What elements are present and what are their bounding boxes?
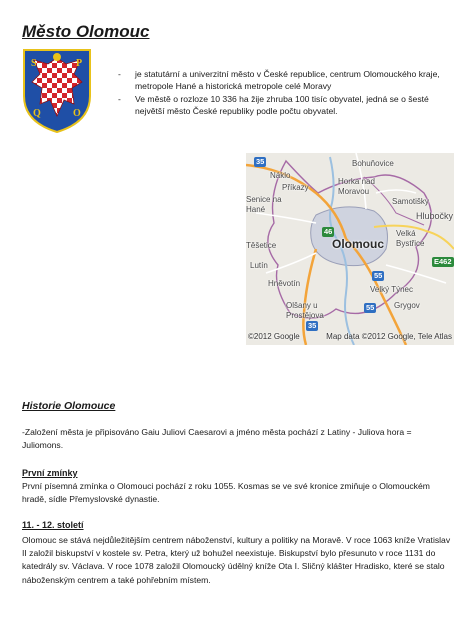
section-title-11-12-century: 11. - 12. století	[22, 520, 84, 530]
map-credit-left: ©2012 Google	[248, 332, 300, 341]
list-item	[118, 68, 448, 93]
map-place-label: Hněvotín	[268, 279, 301, 288]
highway-shield: 35	[256, 157, 265, 166]
history-title: Historie Olomouce	[22, 400, 116, 412]
map-place-label: Lutín	[250, 261, 268, 270]
highway-shield: 55	[366, 303, 375, 312]
intro-item-text: Ve městě o rozloze 10 336 ha žije zhruba 100 tisíc obyvatel, jedná se o šesté největší město České republiky podle počtu obyvatel.	[135, 93, 429, 116]
history-intro: -Založení města je připisováno Gaiu Juliovi Caesarovi a jméno města pochází z Latiny - Juliova hora = Juliomons.	[22, 427, 412, 451]
section-text-first-mentions: První písemná zmínka o Olomouci pochází z roku 1055. Kosmas se ve své kronice zmiňuje o Olomouckém hradě, sídle Přemyslovské dynastie.	[22, 481, 430, 505]
map-credit-right: Map data ©2012 Google, Tele Atlas	[326, 332, 452, 341]
map-place-label: Bohuňovice	[352, 159, 394, 168]
highway-shield: 35	[308, 321, 317, 330]
highway-shield: E462	[434, 257, 452, 266]
map-place-label: Samotišky	[392, 197, 429, 206]
section-title-first-mentions: První zmínky	[22, 468, 78, 478]
crest-letter-s: S	[31, 58, 37, 69]
bullet-marker: -	[118, 93, 121, 104]
highway-shield: 55	[374, 271, 383, 280]
map-city-label: Olomouc	[332, 237, 385, 251]
map-image	[246, 153, 454, 345]
map-place-label: Velký Týnec	[370, 285, 413, 294]
section-text-11-12-century: Olomouc se stává nejdůležitějším centrem náboženství, kultury a politiky na Moravě. V roce 1063 kníže Vratislav II založil biskupství v kostele sv. Petra, který už bohužel neexistuje. Biskupství bylo přesunuto v roce 1131 do katedrály sv. Václava. V roce 1078 založil Olomoucký údělný kníže Ota I. Sličný klášter Hradisko, které se stalo náboženským centrem a také pohřebním místem.	[22, 535, 451, 585]
intro-bullet-list	[118, 68, 448, 117]
map-place-label: Velká Bystřice	[396, 229, 425, 248]
map-place-label: Těšetice	[246, 241, 277, 250]
map-credit	[246, 332, 454, 341]
crest-letter-q: Q	[33, 108, 41, 119]
map-place-label: Horka nad Moravou	[338, 177, 375, 196]
map-place-label: Olšany u Prostějova	[286, 301, 324, 320]
page-title: Město Olomouc	[22, 22, 150, 41]
bullet-marker: -	[118, 69, 121, 79]
coat-of-arms-icon	[22, 48, 92, 134]
map-place-label: Senice na Hané	[246, 195, 282, 214]
crest-letter-p: P	[76, 58, 83, 69]
map-place-label: Grygov	[394, 301, 420, 310]
map-place-label: Náklo	[270, 171, 291, 180]
intro-item-text: je statutární a univerzitní město v České republice, centrum Olomouckého kraje, metropole Hané a historická metropole celé Moravy	[135, 69, 440, 92]
list-item	[118, 93, 448, 118]
crest-letter-o: O	[73, 108, 81, 119]
map-place-label: Příkazy	[282, 183, 309, 192]
highway-shield: 46	[324, 227, 333, 236]
map-place-label: Hlubočky	[416, 211, 454, 221]
